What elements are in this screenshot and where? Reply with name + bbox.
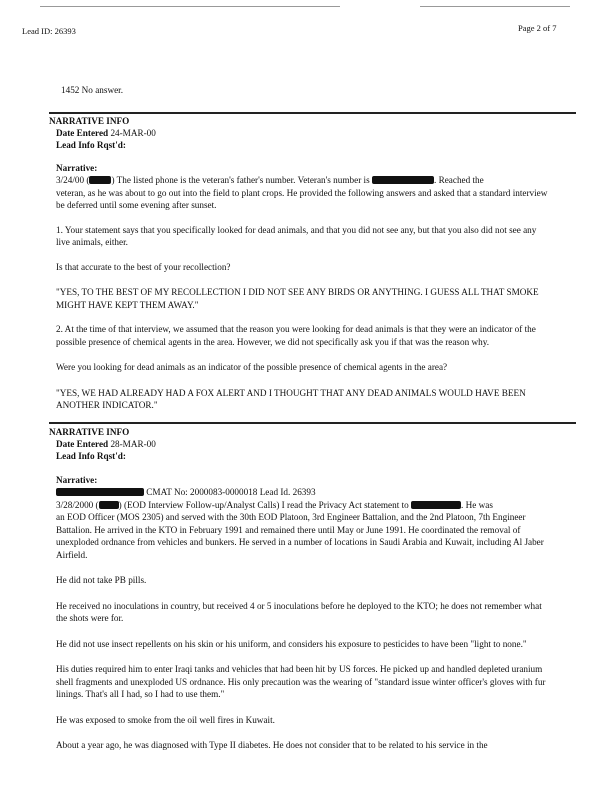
redaction-block — [56, 488, 144, 496]
narrative-paragraph: Were you looking for dead animals as an indicator of the possible presence of chemical agents in the area? — [56, 362, 448, 372]
narrative-paragraph: Is that accurate to the best of your recollection? — [56, 261, 231, 272]
narrative-paragraph: He did not use insect repellents on his skin or his uniform, and considers his exposure to pesticides to have been "light to none." — [56, 638, 527, 649]
lead-info-label: Lead Info Rqst'd: — [56, 451, 126, 461]
section-2-date-row — [56, 438, 156, 451]
narrative-line-1: 3/28/2000 ( ) (EOD Interview Follow-up/Analyst Calls) I read the Privacy Act statement to . He was — [56, 499, 493, 510]
narrative-paragraph: veteran, as he was about to go out into the field to plant crops. He provided the following answers and asked that a standard interview be deferred until some evening after sunset. — [56, 187, 548, 210]
narrative-paragraph: 1. Your statement says that you specifically looked for dead animals, and that you did not see any, but that you also did not see any live animals, either. — [56, 224, 537, 247]
redaction-block — [89, 176, 111, 184]
top-note: 1452 No answer. — [61, 85, 124, 95]
section-1-body — [56, 174, 552, 412]
date-entered-label: Date Entered — [56, 128, 109, 138]
narrative-paragraph: He received no inoculations in country, but received 4 or 5 inoculations before he deployed to the KTO; he does not remember what the shots were for. — [56, 600, 542, 623]
narrative-paragraph: He did not take PB pills. — [56, 575, 147, 585]
redaction-block — [411, 501, 461, 509]
redaction-block — [372, 176, 434, 184]
narrative-label: Narrative: — [56, 475, 98, 485]
section-1-date-row — [56, 127, 156, 140]
redaction-block — [99, 501, 119, 509]
section-2-body — [56, 486, 552, 752]
top-rule-right — [420, 6, 570, 7]
narrative-paragraph: 2. At the time of that interview, we assumed that the reason you were looking for dead animals is that they were an indicator of the possible presence of chemical agents in the area. However, we did not specifically ask you if that was the reason why. — [56, 324, 536, 347]
narrative-paragraph: an EOD Officer (MOS 2305) and served with the 30th EOD Platoon, 3rd Engineer Battalion, and the 2nd Platoon, 7th Engineer Battalion. He arrived in the KTO in February 1991 and remained there until May or June 1991. He coordinated the removal of unexploded ordnance from vehicles and bunkers. He served in a number of locations in Saudi Arabia and Kuwait, including Al Jaber Airfield. — [56, 512, 544, 560]
section-1-heading: NARRATIVE INFO — [49, 116, 130, 126]
narrative-label: Narrative: — [56, 163, 98, 173]
lead-id-header: Lead ID: 26393 — [22, 26, 76, 36]
section-2-heading: NARRATIVE INFO — [49, 427, 130, 437]
section-2-rule — [49, 422, 576, 424]
narrative-paragraph: His duties required him to enter Iraqi tanks and vehicles that had been hit by US forces. He picked up and handled depleted uranium shell fragments and unexploded US ordnance. His only precaution was the wearing of "standard issue winter officer's gloves with fur linings. That's all I had, so I had to use them." — [56, 664, 546, 699]
narrative-quote: "YES, TO THE BEST OF MY RECOLLECTION I DID NOT SEE ANY BIRDS OR ANYTHING. I GUESS ALL THAT SMOKE MIGHT HAVE KEPT THEM AWAY." — [56, 287, 539, 310]
narrative-quote: "YES, WE HAD ALREADY HAD A FOX ALERT AND I THOUGHT THAT ANY DEAD ANIMALS WOULD HAVE BEEN ANOTHER INDICATOR." — [56, 387, 526, 410]
section-1-rule — [49, 112, 576, 114]
narrative-paragraph: He was exposed to smoke from the oil well fires in Kuwait. — [56, 714, 275, 725]
narrative-line-1: 3/24/00 ( ) The listed phone is the veteran's father's number. Veteran's number is . Reached the — [56, 175, 484, 185]
date-entered-label: Date Entered — [56, 439, 109, 449]
date-entered-value: 28-MAR-00 — [110, 439, 156, 449]
lead-info-label: Lead Info Rqst'd: — [56, 140, 126, 150]
date-entered-value: 24-MAR-00 — [110, 128, 156, 138]
top-rule-left — [40, 6, 340, 7]
narrative-paragraph: About a year ago, he was diagnosed with Type II diabetes. He does not consider that to be related to his service in the — [56, 740, 488, 750]
page-number: Page 2 of 7 — [518, 23, 557, 33]
cmat-line: CMAT No: 2000083-0000018 Lead Id. 26393 — [56, 486, 552, 499]
